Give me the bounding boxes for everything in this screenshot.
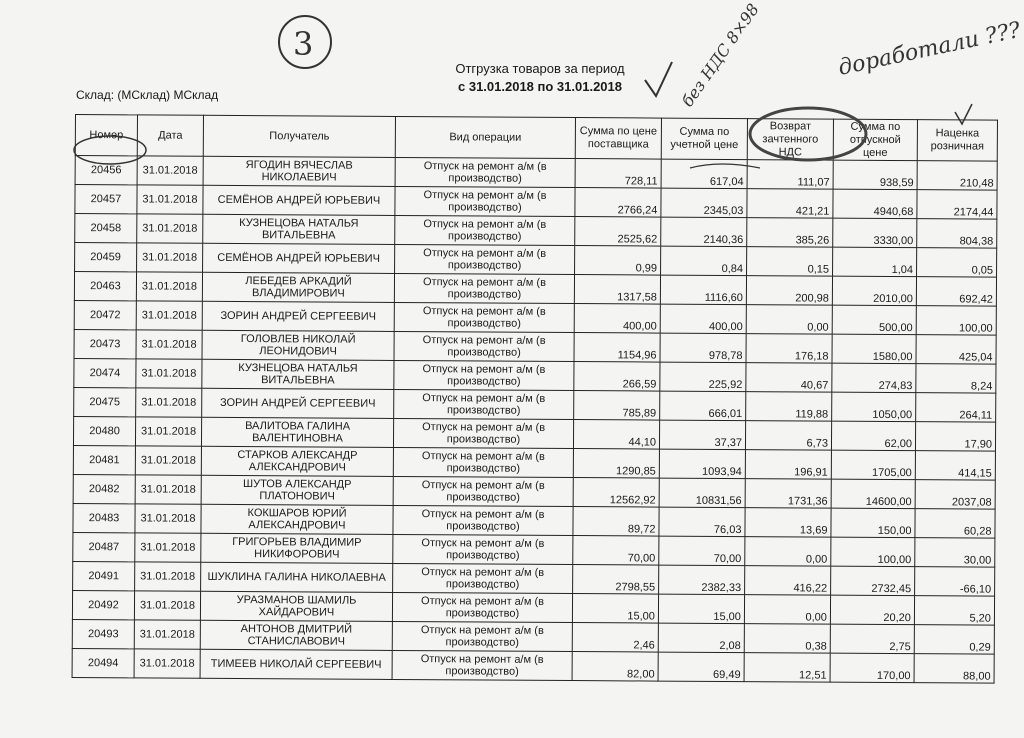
sale-price-sum-cell: 1050,00 [832, 392, 916, 422]
date-cell: 31.01.2018 [134, 591, 200, 620]
vat-return-cell: 119,88 [746, 392, 832, 422]
doc-number-cell: 20493 [72, 619, 134, 648]
operation-type-cell: Отпуск на ремонт а/м (в производство) [395, 244, 575, 274]
vat-return-cell: 1731,36 [745, 479, 831, 509]
doc-number-cell: 20492 [72, 590, 134, 619]
accounting-price-sum-cell: 225,92 [660, 362, 746, 392]
supplier-price-sum-cell: 728,11 [575, 159, 661, 189]
operation-type-cell: Отпуск на ремонт а/м (в производство) [392, 650, 572, 680]
recipient-cell: ГОЛОВЛЕВ НИКОЛАЙ ЛЕОНИДОВИЧ [202, 330, 394, 360]
sale-price-sum-cell: 938,59 [833, 160, 917, 190]
sale-price-sum-cell: 1580,00 [832, 334, 916, 364]
date-cell: 31.01.2018 [137, 156, 203, 185]
retail-markup-cell: -66,10 [915, 567, 995, 596]
supplier-price-sum-cell: 2766,24 [575, 188, 661, 218]
vat-return-cell: 0,00 [746, 305, 832, 335]
recipient-cell: ТИМЕЕВ НИКОЛАЙ СЕРГЕЕВИЧ [200, 649, 392, 679]
sale-price-sum-cell: 1,04 [833, 247, 917, 277]
operation-type-cell: Отпуск на ремонт а/м (в производство) [395, 215, 575, 245]
accounting-price-sum-cell: 70,00 [659, 536, 745, 566]
recipient-cell: СЕМЁНОВ АНДРЕЙ ЮРЬЕВИЧ [203, 185, 395, 215]
supplier-price-sum-cell: 89,72 [573, 507, 659, 537]
retail-markup-cell: 100,00 [916, 306, 996, 335]
column-header-1: Дата [137, 115, 203, 156]
operation-type-cell: Отпуск на ремонт а/м (в производство) [394, 331, 574, 361]
accounting-price-sum-cell: 2,08 [658, 623, 744, 653]
shipment-table [72, 114, 998, 684]
sale-price-sum-cell: 1705,00 [831, 450, 915, 480]
retail-markup-cell: 5,20 [914, 596, 994, 625]
sale-price-sum-cell: 100,00 [831, 537, 915, 567]
vat-return-cell: 200,98 [746, 276, 832, 306]
column-header-6: Возврат зачтенного НДС [747, 119, 833, 161]
sale-price-sum-cell: 2,75 [830, 624, 914, 654]
recipient-cell: СТАРКОВ АЛЕКСАНДР АЛЕКСАНДРОВИЧ [201, 446, 393, 476]
doc-number-cell: 20472 [74, 300, 136, 329]
vat-return-cell: 0,38 [744, 624, 830, 654]
doc-number-cell: 20459 [75, 243, 137, 272]
table-body [72, 156, 997, 684]
doc-number-cell: 20480 [73, 416, 135, 445]
sale-price-sum-cell: 500,00 [832, 305, 916, 335]
doc-number-cell: 20475 [74, 387, 136, 416]
supplier-price-sum-cell: 1154,96 [574, 333, 660, 363]
recipient-cell: ЯГОДИН ВЯЧЕСЛАВ НИКОЛАЕВИЧ [203, 156, 395, 186]
operation-type-cell: Отпуск на ремонт а/м (в производство) [394, 273, 574, 303]
vat-return-cell: 421,21 [747, 189, 833, 219]
accounting-price-sum-cell: 37,37 [659, 420, 745, 450]
accounting-price-sum-cell: 400,00 [660, 304, 746, 334]
retail-markup-cell: 8,24 [916, 364, 996, 393]
recipient-cell: КУЗНЕЦОВА НАТАЛЬЯ ВИТАЛЬЕВНА [203, 214, 395, 244]
accounting-price-sum-cell: 2140,36 [661, 217, 747, 247]
table-row [72, 648, 994, 683]
recipient-cell: АНТОНОВ ДМИТРИЙ СТАНИСЛАВОВИЧ [200, 620, 392, 650]
vat-return-cell: 111,07 [747, 160, 833, 190]
retail-markup-cell: 30,00 [915, 538, 995, 567]
operation-type-cell: Отпуск на ремонт а/м (в производство) [394, 360, 574, 390]
supplier-price-sum-cell: 400,00 [574, 304, 660, 334]
sale-price-sum-cell: 14600,00 [831, 479, 915, 509]
vat-return-cell: 176,18 [746, 334, 832, 364]
sale-price-sum-cell: 2732,45 [831, 566, 915, 596]
date-cell: 31.01.2018 [136, 359, 202, 388]
recipient-cell: ЗОРИН АНДРЕЙ СЕРГЕЕВИЧ [202, 301, 394, 331]
column-header-7: Сумма по отпускной цене [833, 119, 917, 161]
retail-markup-cell: 264,11 [916, 393, 996, 422]
recipient-cell: ШУКЛИНА ГАЛИНА НИКОЛАЕВНА [201, 562, 393, 592]
doc-number-cell: 20474 [74, 358, 136, 387]
recipient-cell: ГРИГОРЬЕВ ВЛАДИМИР НИКИФОРОВИЧ [201, 533, 393, 563]
date-cell: 31.01.2018 [135, 417, 201, 446]
date-cell: 31.01.2018 [135, 533, 201, 562]
column-header-2: Получатель [203, 115, 395, 157]
retail-markup-cell: 17,90 [915, 422, 995, 451]
vat-return-cell: 0,15 [747, 247, 833, 277]
operation-type-cell: Отпуск на ремонт а/м (в производство) [392, 621, 572, 651]
report-title-line1: Отгрузка товаров за период [455, 61, 625, 76]
accounting-price-sum-cell: 617,04 [661, 159, 747, 189]
accounting-price-sum-cell: 2345,03 [661, 188, 747, 218]
recipient-cell: КОКШАРОВ ЮРИЙ АЛЕКСАНДРОВИЧ [201, 504, 393, 534]
table-header-row [75, 115, 997, 162]
supplier-price-sum-cell: 70,00 [573, 536, 659, 566]
accounting-price-sum-cell: 1093,94 [659, 449, 745, 479]
recipient-cell: ЗОРИН АНДРЕЙ СЕРГЕЕВИЧ [202, 388, 394, 418]
accounting-price-sum-cell: 76,03 [659, 507, 745, 537]
vat-return-cell: 385,26 [747, 218, 833, 248]
vat-return-cell: 416,22 [745, 566, 831, 596]
doc-number-cell: 20456 [75, 156, 137, 185]
doc-number-cell: 20483 [73, 503, 135, 532]
doc-number-cell: 20487 [73, 532, 135, 561]
sale-price-sum-cell: 3330,00 [833, 218, 917, 248]
handwritten-note-middle: без НДС 8×98 [677, 0, 763, 111]
vat-return-cell: 0,00 [745, 537, 831, 567]
date-cell: 31.01.2018 [135, 562, 201, 591]
doc-number-cell: 20457 [75, 185, 137, 214]
supplier-price-sum-cell: 2525,62 [575, 217, 661, 247]
retail-markup-cell: 804,38 [917, 219, 997, 248]
date-cell: 31.01.2018 [137, 243, 203, 272]
handwritten-note-right: доработали ??? [836, 17, 1023, 81]
accounting-price-sum-cell: 978,78 [660, 333, 746, 363]
column-header-4: Сумма по цене поставщика [575, 118, 661, 160]
supplier-price-sum-cell: 0,99 [575, 246, 661, 276]
operation-type-cell: Отпуск на ремонт а/м (в производство) [393, 563, 573, 593]
doc-number-cell: 20463 [74, 272, 136, 301]
retail-markup-cell: 210,48 [917, 161, 997, 190]
date-cell: 31.01.2018 [136, 272, 202, 301]
supplier-price-sum-cell: 15,00 [572, 594, 658, 624]
accounting-price-sum-cell: 10831,56 [659, 478, 745, 508]
date-cell: 31.01.2018 [135, 475, 201, 504]
retail-markup-cell: 0,29 [914, 625, 994, 654]
supplier-price-sum-cell: 2,46 [572, 623, 658, 653]
retail-markup-cell: 2037,08 [915, 480, 995, 509]
report-title [430, 60, 650, 96]
doc-number-cell: 20494 [72, 648, 134, 677]
sale-price-sum-cell: 4940,68 [833, 189, 917, 219]
vat-return-cell: 6,73 [745, 421, 831, 451]
accounting-price-sum-cell: 69,49 [658, 652, 744, 682]
date-cell: 31.01.2018 [134, 649, 200, 678]
sale-price-sum-cell: 2010,00 [832, 276, 916, 306]
date-cell: 31.01.2018 [135, 504, 201, 533]
column-header-0: Номер [75, 115, 137, 156]
doc-number-cell: 20458 [75, 214, 137, 243]
operation-type-cell: Отпуск на ремонт а/м (в производство) [393, 534, 573, 564]
vat-return-cell: 196,91 [745, 450, 831, 480]
operation-type-cell: Отпуск на ремонт а/м (в производство) [395, 157, 575, 187]
circled-number-text: 3 [293, 25, 314, 63]
date-cell: 31.01.2018 [137, 214, 203, 243]
supplier-price-sum-cell: 266,59 [574, 362, 660, 392]
sale-price-sum-cell: 20,20 [830, 595, 914, 625]
supplier-price-sum-cell: 785,89 [574, 391, 660, 421]
date-cell: 31.01.2018 [136, 330, 202, 359]
accounting-price-sum-cell: 0,84 [661, 246, 747, 276]
operation-type-cell: Отпуск на ремонт а/м (в производство) [395, 186, 575, 216]
doc-number-cell: 20491 [73, 561, 135, 590]
supplier-price-sum-cell: 82,00 [572, 652, 658, 682]
recipient-cell: ВАЛИТОВА ГАЛИНА ВАЛЕНТИНОВНА [201, 417, 393, 447]
date-cell: 31.01.2018 [136, 388, 202, 417]
column-header-3: Вид операции [395, 116, 575, 158]
vat-return-cell: 13,69 [745, 508, 831, 538]
recipient-cell: УРАЗМАНОВ ШАМИЛЬ ХАЙДАРОВИЧ [200, 591, 392, 621]
recipient-cell: ЛЕБЕДЕВ АРКАДИЙ ВЛАДИМИРОВИЧ [202, 272, 394, 302]
date-cell: 31.01.2018 [136, 301, 202, 330]
vat-return-cell: 12,51 [744, 653, 830, 683]
accounting-price-sum-cell: 1116,60 [660, 275, 746, 305]
retail-markup-cell: 60,28 [915, 509, 995, 538]
retail-markup-cell: 88,00 [914, 654, 994, 683]
accounting-price-sum-cell: 15,00 [658, 594, 744, 624]
sale-price-sum-cell: 62,00 [831, 421, 915, 451]
retail-markup-cell: 425,04 [916, 335, 996, 364]
accounting-price-sum-cell: 2382,33 [659, 565, 745, 595]
operation-type-cell: Отпуск на ремонт а/м (в производство) [393, 447, 573, 477]
report-period: с 31.01.2018 по 31.01.2018 [458, 79, 622, 94]
accounting-price-sum-cell: 666,01 [660, 391, 746, 421]
date-cell: 31.01.2018 [137, 185, 203, 214]
supplier-price-sum-cell: 12562,92 [573, 478, 659, 508]
date-cell: 31.01.2018 [135, 446, 201, 475]
retail-markup-cell: 414,15 [915, 451, 995, 480]
vat-return-cell: 40,67 [746, 363, 832, 393]
operation-type-cell: Отпуск на ремонт а/м (в производство) [393, 505, 573, 535]
recipient-cell: ШУТОВ АЛЕКСАНДР ПЛАТОНОВИЧ [201, 475, 393, 505]
column-header-5: Сумма по учетной цене [661, 118, 747, 160]
doc-number-cell: 20481 [73, 445, 135, 474]
column-header-8: Наценка розничная [917, 120, 997, 161]
sale-price-sum-cell: 274,83 [832, 363, 916, 393]
circle-mark [279, 16, 331, 68]
vat-return-cell: 0,00 [744, 595, 830, 625]
operation-type-cell: Отпуск на ремонт а/м (в производство) [394, 302, 574, 332]
supplier-price-sum-cell: 1290,85 [573, 449, 659, 479]
recipient-cell: СЕМЁНОВ АНДРЕЙ ЮРЬЕВИЧ [203, 243, 395, 273]
operation-type-cell: Отпуск на ремонт а/м (в производство) [393, 476, 573, 506]
retail-markup-cell: 2174,44 [917, 190, 997, 219]
retail-markup-cell: 692,42 [916, 277, 996, 306]
operation-type-cell: Отпуск на ремонт а/м (в производство) [393, 418, 573, 448]
sale-price-sum-cell: 170,00 [830, 653, 914, 683]
retail-markup-cell: 0,05 [917, 248, 997, 277]
recipient-cell: КУЗНЕЦОВА НАТАЛЬЯ ВИТАЛЬЕВНА [202, 359, 394, 389]
supplier-price-sum-cell: 2798,55 [573, 565, 659, 595]
sale-price-sum-cell: 150,00 [831, 508, 915, 538]
warehouse-label: Склад: (МСклад) МСклад [76, 88, 219, 102]
date-cell: 31.01.2018 [134, 620, 200, 649]
operation-type-cell: Отпуск на ремонт а/м (в производство) [392, 592, 572, 622]
doc-number-cell: 20473 [74, 329, 136, 358]
supplier-price-sum-cell: 1317,58 [574, 275, 660, 305]
supplier-price-sum-cell: 44,10 [573, 420, 659, 450]
operation-type-cell: Отпуск на ремонт а/м (в производство) [394, 389, 574, 419]
doc-number-cell: 20482 [73, 474, 135, 503]
